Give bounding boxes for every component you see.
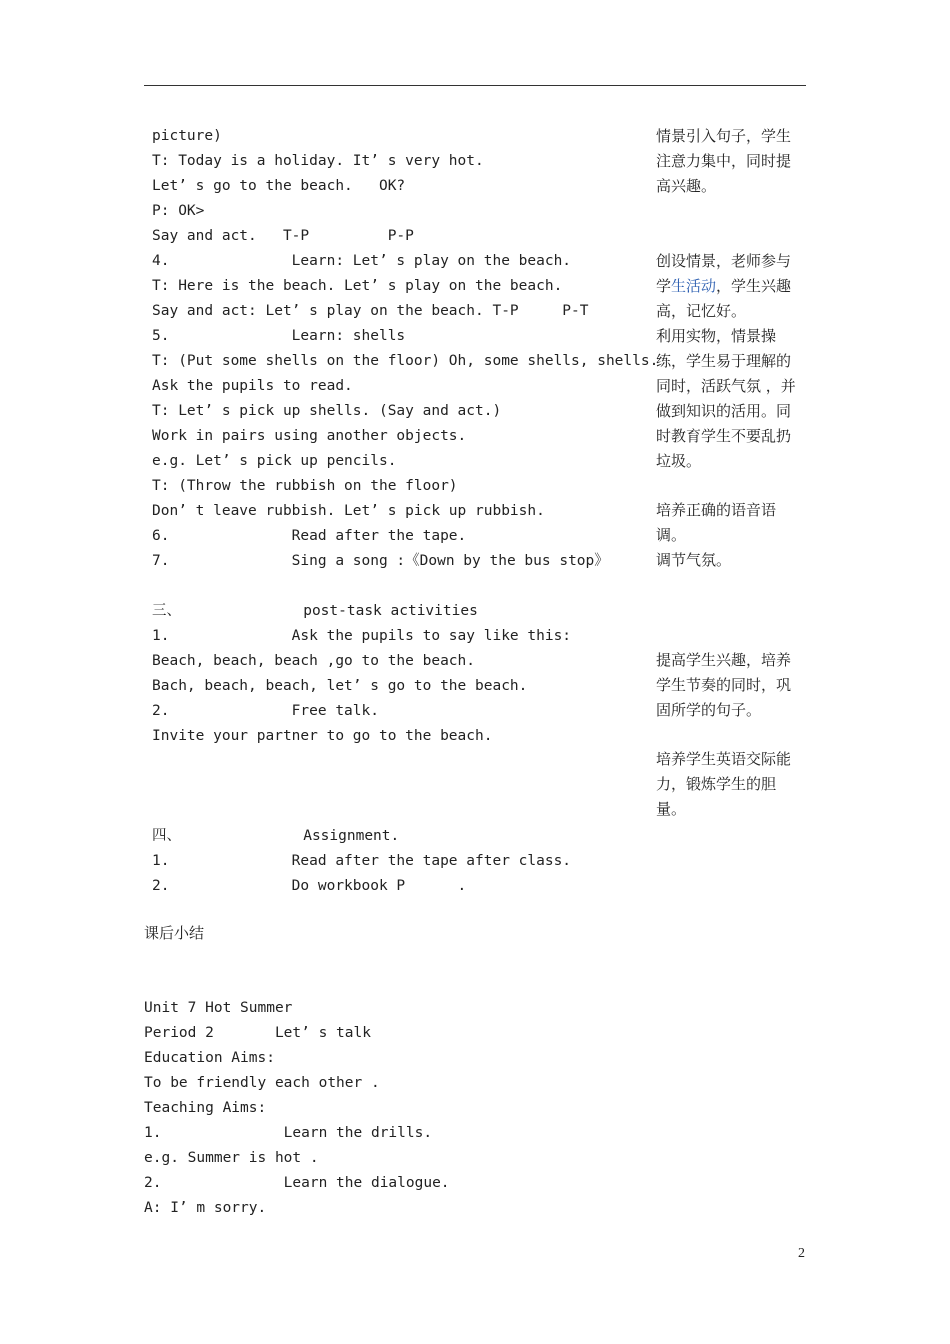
page-number: 2 (798, 1246, 805, 1261)
note-communication: 培养学生英语交际能力，锻炼学生的胆量。 (656, 750, 792, 818)
unit-line: e.g. Summer is hot . (144, 1150, 319, 1166)
lesson-line: Say and act: Let’ s play on the beach. T-P P-T (152, 303, 589, 319)
unit-line: 2. Learn the dialogue. (144, 1175, 450, 1191)
student-activity-link[interactable]: 生活动 (671, 277, 717, 295)
lesson-line: Don’ t leave rubbish. Let’ s pick up rubbish. (152, 503, 545, 519)
note-real-objects: 利用实物，情景操练，学生易于理解的同时，活跃气氛 ，并做到知识的活用。同时教育学生不要乱扔垃圾。 (656, 327, 796, 470)
lesson-line: e.g. Let’ s pick up pencils. (152, 453, 397, 469)
unit-line: 1. Learn the drills. (144, 1125, 433, 1141)
lesson-line: 4. Learn: Let’ s play on the beach. (152, 253, 572, 269)
lesson-line: 5. Learn: shells (152, 328, 406, 344)
lesson-line: 2. Free talk. (152, 703, 379, 719)
lesson-line: Bach, beach, beach, let’ s go to the beach. (152, 678, 528, 694)
lesson-line: 四、 Assignment. (152, 828, 400, 844)
lesson-line: T: Today is a holiday. It’ s very hot. (152, 153, 484, 169)
unit-line: A: I’ m sorry. (144, 1200, 267, 1216)
lesson-line: T: Here is the beach. Let’ s play on the beach. (152, 278, 563, 294)
lesson-line: Let’ s go to the beach. OK? (152, 178, 406, 194)
note-atmosphere: 调节气氛。 (656, 551, 732, 569)
lesson-line: Ask the pupils to read. (152, 378, 353, 394)
lesson-line: T: (Put some shells on the floor) Oh, some shells, shells. (152, 353, 659, 369)
lesson-line: 1. Ask the pupils to say like this: (152, 628, 572, 644)
lesson-line: Beach, beach, beach ,go to the beach. (152, 653, 476, 669)
lesson-line: Say and act. T-P P-P (152, 228, 414, 244)
unit-line: Teaching Aims: (144, 1100, 267, 1116)
lesson-line: T: (Throw the rubbish on the floor) (152, 478, 458, 494)
note-pronunciation: 培养正确的语音语调。 (656, 501, 777, 544)
lesson-line: Invite your partner to go to the beach. (152, 728, 493, 744)
lesson-line: Work in pairs using another objects. (152, 428, 467, 444)
note-create-scene-b: ，学生兴趣高，记忆好。 (656, 277, 792, 320)
summary-heading: 课后小结 (144, 924, 205, 942)
note-rhythm: 提高学生兴趣，培养学生节奏的同时，巩固所学的句子。 (656, 651, 792, 719)
unit-line: Unit 7 Hot Summer (144, 1000, 293, 1016)
unit-line: To be friendly each other . (144, 1075, 380, 1091)
unit-line: Education Aims: (144, 1050, 275, 1066)
lesson-line: 三、 post-task activities (152, 603, 478, 619)
lesson-line: P: OK> (152, 203, 205, 219)
note-create-scene-a: 创设情景，老师参与学 (656, 252, 792, 295)
lesson-line: 6. Read after the tape. (152, 528, 467, 544)
unit-line: Period 2 Let’ s talk (144, 1025, 371, 1041)
lesson-line: picture) (152, 128, 222, 144)
header-rule (144, 85, 806, 86)
lesson-line: T: Let’ s pick up shells. (Say and act.) (152, 403, 502, 419)
lesson-line: 7. Sing a song :《Down by the bus stop》 (152, 553, 609, 569)
lesson-line: 2. Do workbook P . (152, 878, 467, 894)
note-create-scene (656, 249, 801, 324)
lesson-line: 1. Read after the tape after class. (152, 853, 572, 869)
note-scene-intro: 情景引入句子，学生注意力集中，同时提高兴趣。 (656, 127, 792, 195)
